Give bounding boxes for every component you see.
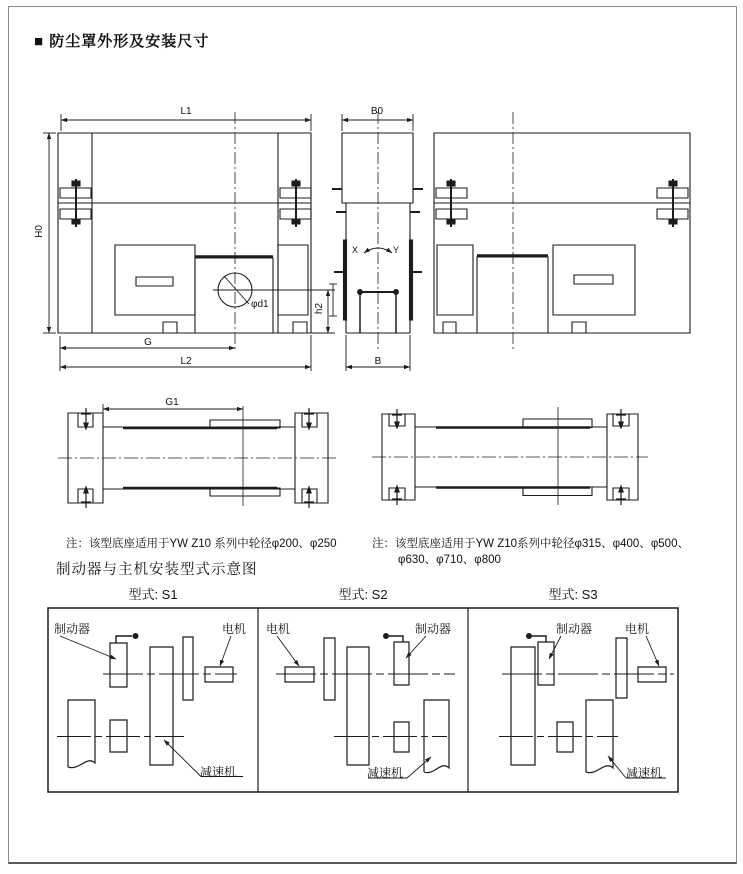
rear-view: [434, 112, 690, 352]
side-view: [329, 112, 423, 352]
panel-s3-drawing: [499, 634, 674, 778]
s3-reducer-label: 减速机: [626, 766, 663, 780]
panel-s1-header: 型式: S1: [128, 587, 178, 602]
dim-label-l1: L1: [180, 106, 192, 117]
s1-brake-label: 制动器: [54, 622, 91, 636]
s3-motor-label: 电机: [625, 622, 650, 636]
panel-s2-drawing: [276, 634, 455, 778]
page-title: ■ 防尘罩外形及安装尺寸: [34, 33, 210, 50]
dim-label-b: B: [374, 356, 382, 367]
note-right-line2: φ630、φ710、φ800: [398, 554, 501, 566]
dim-label-h2: h2: [314, 302, 326, 315]
note-right-line1: 注：该型底座适用于YW Z10系列中轮径φ315、φ400、φ500、: [372, 538, 689, 550]
dim-label-g: G: [144, 337, 152, 348]
front-view: [58, 112, 335, 352]
s2-reducer-label: 减速机: [367, 766, 404, 780]
s3-brake-label: 制动器: [556, 622, 593, 636]
s1-reducer-label: 减速机: [200, 765, 237, 779]
s2-motor-label: 电机: [266, 622, 291, 636]
dim-label-l2: L2: [180, 356, 192, 367]
s1-motor-label: 电机: [222, 622, 247, 636]
dim-label-g1: G1: [165, 397, 179, 408]
dim-label-b0: B0: [370, 106, 384, 117]
panel-s2-header: 型式: S2: [338, 587, 388, 602]
plan-view-right: [372, 407, 648, 505]
panel-s3-header: 型式: S3: [548, 587, 598, 602]
s2-brake-label: 制动器: [415, 622, 452, 636]
section-title: 制动器与主机安装型式示意图: [56, 562, 258, 578]
swing-label-y: Y: [393, 245, 400, 255]
panel-s1-drawing: [57, 634, 243, 777]
dim-label-phi-d1: φd1: [251, 299, 269, 310]
note-left: 注：该型底座适用于YW Z10 系列中轮径φ200、φ250: [66, 538, 337, 550]
dim-label-h0: H0: [33, 225, 45, 238]
plan-view-left: [58, 406, 336, 508]
swing-label-x: X: [352, 245, 359, 255]
